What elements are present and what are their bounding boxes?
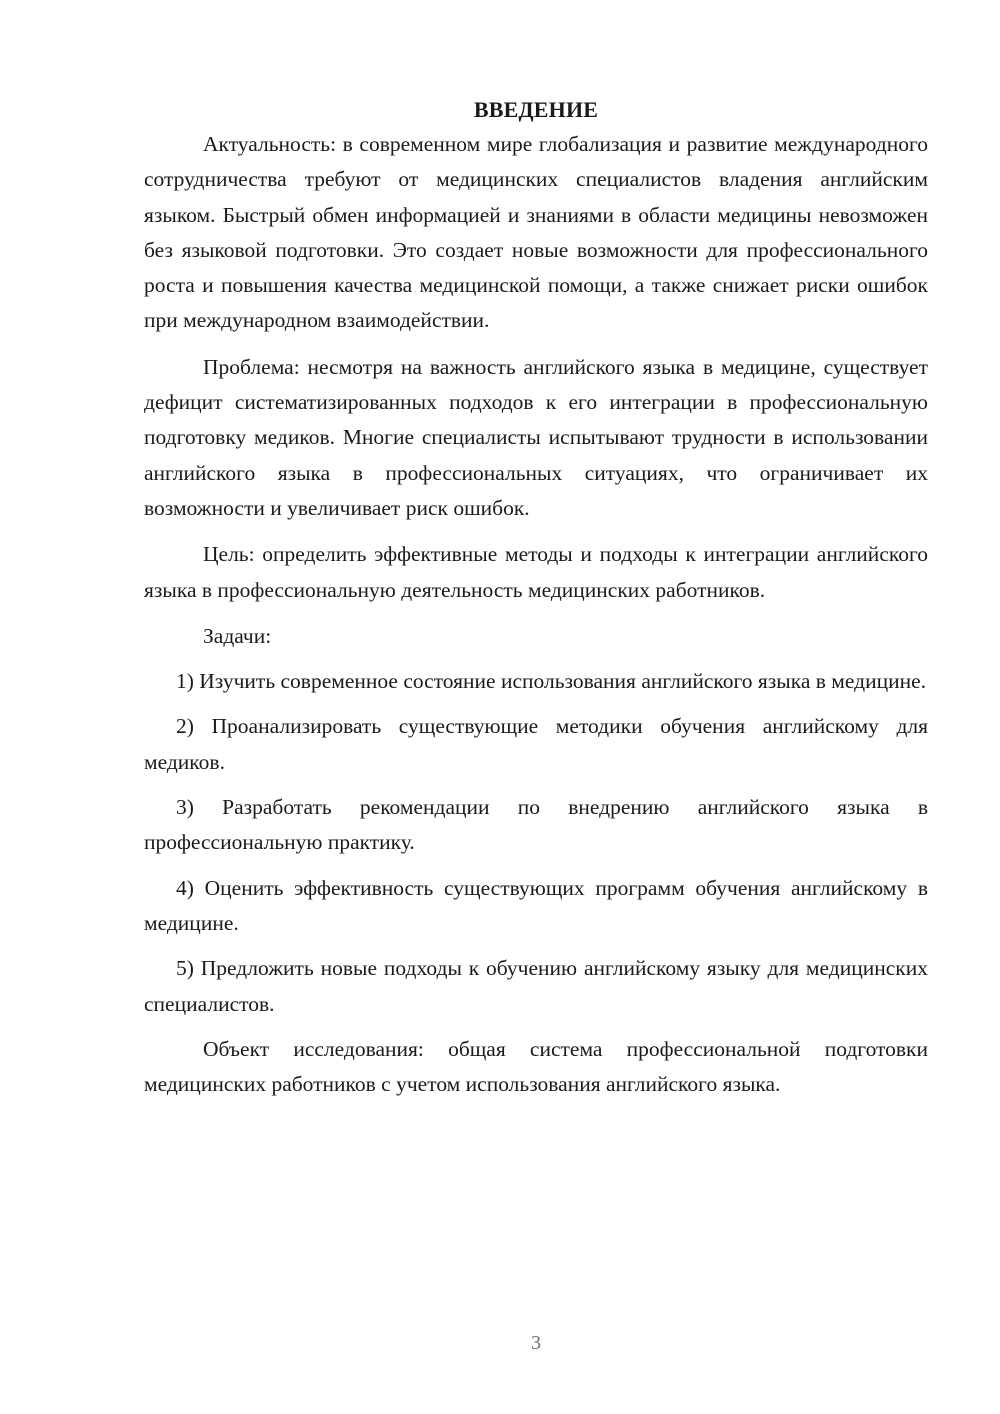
tasks-heading: Задачи:: [203, 623, 272, 648]
task-item: 3) Разработать рекомендации по внедрению английского языка в профессиональную практику.: [144, 795, 928, 855]
paragraph-problem: Проблема: несмотря на важность английского языка в медицине, существует дефицит систематизированных подходов к его интеграции в профессиональную подготовку медиков. Многие специалисты испытывают трудности в использовании английского языка в профессиональных ситуациях, что ограничивает их возможности и увеличивает риск ошибок.: [144, 354, 928, 520]
paragraph-object: Объект исследования: общая система профессиональной подготовки медицинских работников с учетом использования английского языка.: [144, 1036, 928, 1097]
page-number: 3: [531, 1332, 541, 1354]
task-item: 5) Предложить новые подходы к обучению английскому языку для медицинских специалистов.: [144, 956, 928, 1016]
paragraph-relevance: Актуальность: в современном мире глобализация и развитие международного сотрудничества требуют от медицинских специалистов владения английским языком. Быстрый обмен информацией и знаниями в области медицины невозможен без языковой подготовки. Это создает новые возможности для профессионального роста и повышения качества медицинской помощи, а также снижает риски ошибок при международном взаимодействии.: [144, 132, 928, 333]
tasks-list: [144, 664, 928, 1022]
section-title: ВВЕДЕНИЕ: [473, 97, 599, 122]
document-page: [144, 92, 928, 1113]
task-item: 4) Оценить эффективность существующих программ обучения английскому в медицине.: [144, 875, 928, 935]
task-item: 1) Изучить современное состояние использования английского языка в медицине.: [176, 669, 927, 694]
paragraph-goal: Цель: определить эффективные методы и подходы к интеграции английского языка в профессиональную деятельность медицинских работников.: [144, 542, 928, 602]
task-item: 2) Проанализировать существующие методики обучения английскому для медиков.: [144, 714, 928, 774]
